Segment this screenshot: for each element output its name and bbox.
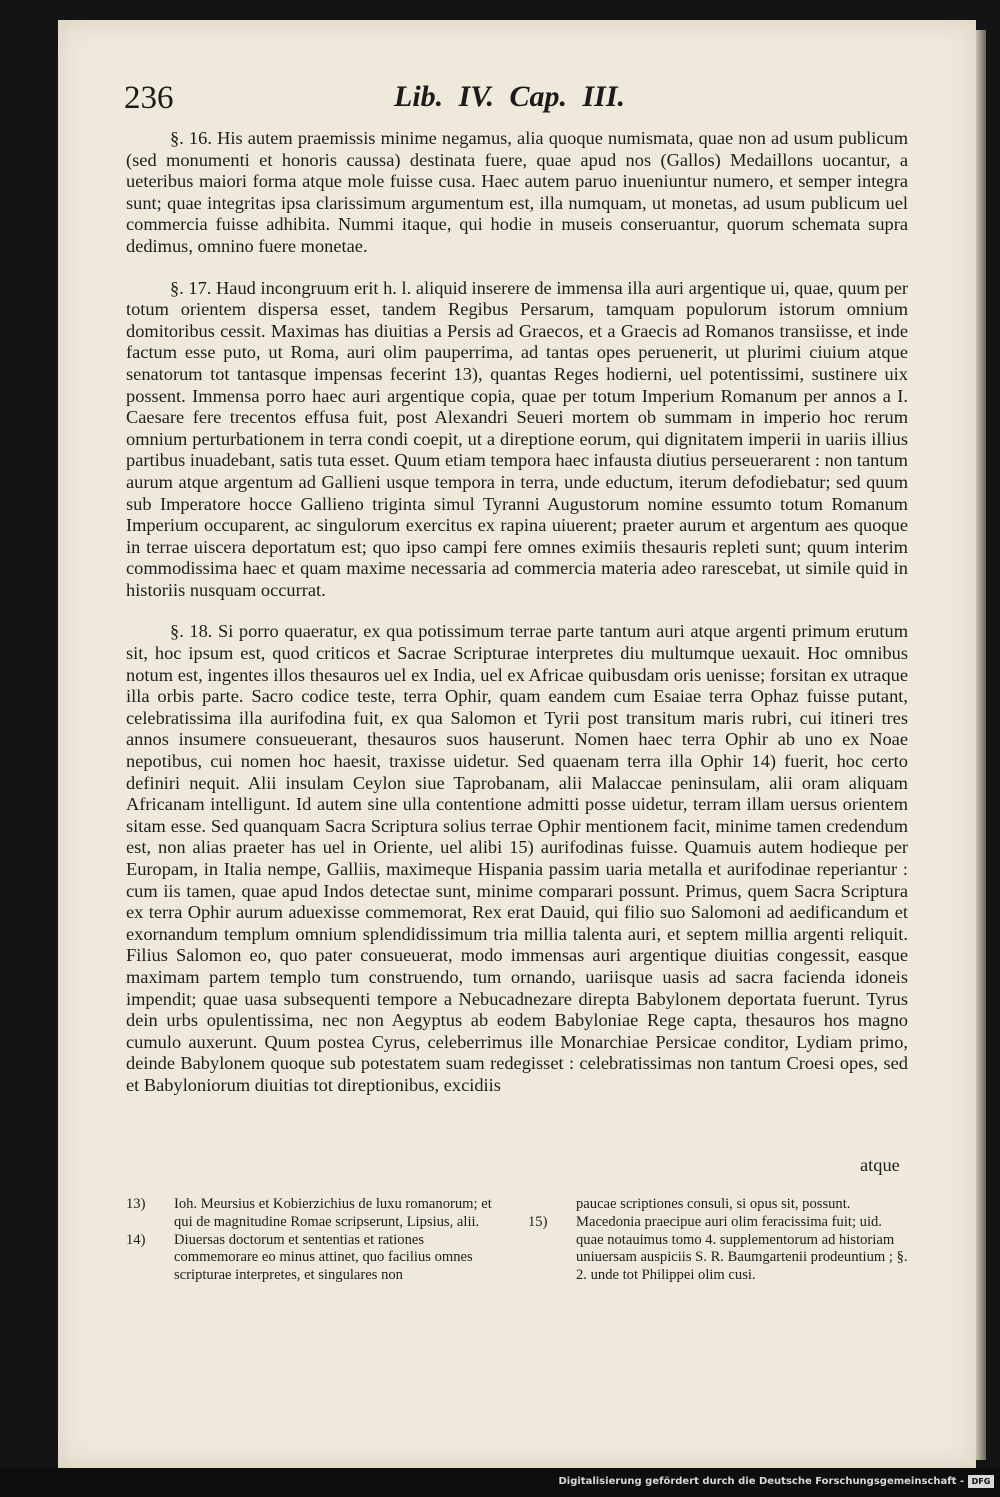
footnote-14	[126, 1232, 510, 1285]
footnote-text: Ioh. Meursius et Kobierzichius de luxu romanorum; et qui de magnitudine Romae scripserunt, Lipsius, alii.	[174, 1196, 492, 1230]
page-header	[124, 80, 924, 130]
footnote-13	[126, 1196, 510, 1232]
footnote-number: 13)	[126, 1196, 146, 1212]
body-text	[126, 128, 908, 1117]
footnote-number: 14)	[126, 1231, 146, 1248]
paragraph-16: §. 16. His autem praemissis minime negamus, alia quoque numismata, quae non ad usum publicum (sed monumenti et honoris caussa) destinata fuere, quae apud nos (Gallos) Medaillons uocantur, a ueteribus maiori forma atque mole fuisse cusa. Haec autem paruo inueniuntur numero, et semper integra sunt; quae integritas ipsa clarissimum argumentum est, illa numquam, ut monetas, ad usum publicum uel commercia fuisse adhibita. Nummi itaque, qui hodie in museis conseruantur, quorum schemata supra dedimus, omnino fuere monetae.	[126, 128, 908, 256]
footnote-14-continuation: paucae scriptiones consuli, si opus sit, possunt.	[576, 1196, 851, 1212]
paragraph-17: §. 17. Haud incongruum erit h. l. aliquid inserere de immensa illa auri argentique ui, quae, quum per totum orientem dispersa esset, tandem Regibus Persarum, tamquam populorum istorum omnium domitoribus cessit. Maximas has diuitias a Persis ad Graecos, et a Graecis ad Romanos transiisse, et inde factum esse puto, ut Roma, auri olim pauperrima, ad tantas opes peruenerit, ut plurimi ciuium atque senatorum tot tantasque impensas fecerint 13), quantas Reges hodierni, uel potentissimi, sustinere uix possent. Immensa porro haec auri argentique copia, quae per totum Imperium Romanum per annos a I. Caesare fere trecentos effusa fuit, post Alexandri Seueri mortem ob summam in imperio hoc rerum omnium perturbationem in terra condi coepit, ut a direptione eorum, qui dignitatem imperii in uariis illius partibus inuadebant, satis tuta esset. Quum etiam tempora haec infausta diutius perseuerarent : non tantum aurum atque argentum ad Gallieni usque tempora in terra, unde eductum, iterum defodiebatur; sed quum sub Imperatore hocce Gallieno triginta simul Tyranni Augustorum nomine essumto totum Romanum Imperium occuparent, ac singulorum exercitus ex rapina uiuerent; praeter aurum et argentum aes quoque in terrae uiscera deportatum est; quo ipso campi fere omnes eximiis thesauris repleti sunt; quum interim commodissima haec et quam maxime necessaria ad commercia materia adeo rarescebat, ut simile quid in historiis nusquam occurrat.	[126, 277, 908, 600]
page-edge	[976, 30, 986, 1460]
footnotes-left-column	[126, 1196, 510, 1285]
catchword: atque	[860, 1155, 900, 1175]
footnote-text: Diuersas doctorum et sententias et rationes commemorare eo minus attinet, quo facilius omnes scripturae interpretes, et singulares non	[174, 1231, 473, 1284]
running-title: Lib. IV. Cap. III.	[394, 80, 626, 113]
footer-bar	[0, 1468, 1000, 1497]
footnote-text: Macedonia praecipue auri olim feracissima fuit; uid. quae notauimus tomo 4. supplementorum ad historiam uniuersam auspiciis S. R. Baumgartenii prodeuntium ; §. 2. unde tot Philippei olim cusi.	[576, 1213, 908, 1284]
footnote-number: 15)	[528, 1213, 548, 1230]
footnote-15	[528, 1214, 912, 1285]
footer-credit: Digitalisierung gefördert durch die Deutsche Forschungsgemeinschaft -	[558, 1476, 964, 1487]
page-number: 236	[124, 80, 174, 116]
footnotes-right-column	[528, 1196, 912, 1285]
dfg-logo-icon: DFG	[968, 1475, 994, 1488]
paragraph-18: §. 18. Si porro quaeratur, ex qua potissimum terrae parte tantum auri atque argenti primum erutum sit, hoc ipsum est, quod criticos et Sacrae Scripturae interpretes diu multumque uexauit. Hoc omnibus notum est, ingentes illos thesauros uel ex India, uel ex Africae quibusdam oris uenisse; forsitan ex utraque illa orbis parte. Sacro codice teste, terra Ophir, quam eandem cum Esaiae terra Ophaz fuisse putant, celebratissima illa aurifodina fuit, ex qua Salomon et Tyrii post transitum maris rubri, cui itineri tres annos insumere consueuerant, thesauros suos hauserunt. Nomen haec terra Ophir ab uno ex Noae nepotibus, cui nomen hoc haesit, traxisse uidetur. Sed quaenam terra illa Ophir 14) fuerit, hoc certo definiri nequit. Alii insulam Ceylon siue Taprobanam, alii Malaccae peninsulam, alii oram aliquam Africanam intelligunt. Id autem sine ulla contentione admitti posse uidetur, terram illam uersus orientem sitam esse. Sed quanquam Sacra Scriptura solius terrae Ophir mentionem facit, minime tamen credendum est, non alias praeter has uel in Oriente, uel alibi 15) aurifodinas fuisse. Quamuis autem hodieque per Europam, in Italia nempe, Galliis, maximeque Hispania passim uaria metalla et aurifodinae reperiantur : cum iis tamen, quae apud Indos detectae sunt, minime comparari possunt. Primus, quem Sacra Scriptura ex terra Ophir aurum aduexisse commemorat, Rex erat Dauid, qui filio suo Salomoni ad aedificandum et exornandum templum omnium splendidissimum tria millia talenta auri, et septem millia argenti reliquit. Filius Salomon eo, quo pater consueuerat, modo immensas auri argentique diuitias congessit, easque maximam partem templo tum construendo, tum ornando, uariisque uasis ad sacra facienda idoneis impendit; quae uasa subsequenti tempore a Nebucadnezare direpta Babylonem deportata fuerunt. Tyrus dein urbs opulentissima, nec non Aegyptus ab eodem Babyloniae Rege capta, thesauros hos magno cumulo auxerunt. Quum postea Cyrus, celeberrimus ille Monarchiae Persicae conditor, Lydiam primo, deinde Babylonem quoque sub potestatem suam redegisset : celebratissimas non tantum Croesi opes, sed et Babyloniorum diuitias tot direptionibus, excidiis	[126, 621, 908, 1095]
